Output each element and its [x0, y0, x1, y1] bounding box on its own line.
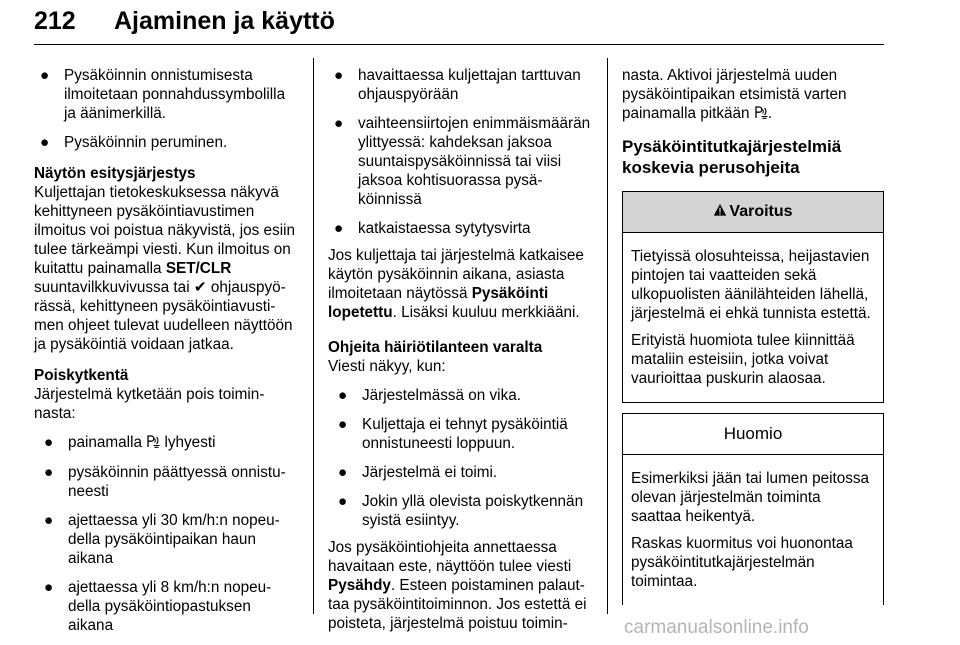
note-header: Huomio: [623, 414, 883, 455]
paragraph: Kuljettajan tietokeskuksessa näkyvä kehittyneen pysäköintiavustimen ilmoitus voi poistua näkyvistä, jos esiin tulee tärkeämpi viesti. Kun ilmoitus on kuitattu painamalla SET/CLR suuntavilkkuvivussa tai ✔ ohjauspyörässä, kehittyneen pysäköintiavustimen ohjeet tulevat uudelleen näyttöön ja pysäköintiä voidaan jatkaa.: [34, 184, 296, 353]
section-heading: Poiskytkentä: [34, 367, 129, 384]
list-item: ● Pysäköinnin onnistumisesta ilmoitetaan ponnahdussymbolilla ja äänimerkillä.: [40, 67, 286, 122]
paragraph: Raskas kuormitus voi huonontaa pysäköintitutkajärjestelmän toimintaa.: [631, 535, 853, 590]
paragraph: Erityistä huomiota tulee kiinnittää mataliin esteisiin, jotka voivat vaurioittaa puskurin alaosaa.: [631, 332, 855, 387]
list-item: ● ajettaessa yli 30 km/h:n nopeudella pysäköintipaikan haun aikana: [44, 512, 280, 567]
paragraph: Tietyissä olosuhteissa, heijastavien pintojen tai vaatteiden sekä ulkopuolisten äänilähteiden lähellä, järjestelmä ei ehkä tunnista estettä.: [631, 248, 871, 322]
note-box: [622, 413, 884, 605]
column-1: [34, 66, 296, 645]
list-item: ● havaittaessa kuljettajan tarttuvan ohjauspyörään: [334, 67, 581, 103]
page-header: [34, 4, 884, 45]
warning-triangle-icon: [713, 193, 727, 233]
paragraph: Järjestelmä kytketään pois toiminnasta:: [34, 386, 265, 422]
paragraph: Jos kuljettaja tai järjestelmä katkaisee käytön pysäköinnin aikana, asiasta ilmoitetaan näytössä Pysäköinti lopetettu. Lisäksi kuuluu merkkiääni.: [328, 247, 584, 321]
note-body: [623, 455, 883, 605]
bullet-list: [34, 433, 296, 635]
warning-body: [623, 233, 883, 402]
list-item: ● Järjestelmässä on vika.: [338, 387, 521, 404]
list-item: ● katkaistaessa sytytysvirta: [334, 220, 531, 237]
page-number: 212: [34, 7, 76, 35]
bullet-list: [328, 66, 592, 238]
checkmark-icon: ✔: [193, 279, 207, 296]
list-item: ● Jokin yllä olevista poiskytkennän syistä esiintyy.: [338, 493, 584, 529]
column-divider: [313, 58, 314, 614]
chapter-title: Ajaminen ja käyttö: [114, 7, 335, 35]
list-item: ● Pysäköinnin peruminen.: [40, 134, 228, 151]
column-3: [622, 66, 884, 615]
paragraph: Viesti näkyy, kun:: [328, 358, 446, 375]
paragraph: nasta. Aktivoi järjestelmä uuden pysäköintipaikan etsimistä varten painamalla pitkään .: [622, 67, 847, 122]
list-item: ● pysäköinnin päättyessä onnistuneesti: [44, 464, 286, 500]
list-item: ● painamalla lyhyesti: [44, 434, 216, 451]
section-heading: Näytön esitysjärjestys: [34, 165, 196, 182]
paragraph: Jos pysäköintiohjeita annettaessa havaitaan este, näyttöön tulee viesti Pysähdy. Esteen poistaminen palauttaa pysäköintitoiminnon. Jos estettä ei poisteta, järjestelmä poistuu toimin-: [328, 539, 587, 632]
list-item: ● ajettaessa yli 8 km/h:n nopeudella pysäköintiopastuksen aikana: [44, 579, 272, 634]
watermark: carmanualsonline.info: [624, 617, 809, 638]
section-heading: Ohjeita häiriötilanteen varalta: [328, 339, 543, 356]
column-2: [328, 66, 592, 643]
list-item: ● vaihteensiirtojen enimmäismäärän ylittyessä: kahdeksan jaksoa suuntaispysäköinnissä tai viisi jaksoa kohtisuorassa pysäköinnissä: [334, 115, 591, 208]
section-heading: Pysäköintitutkajärjestelmiä koskevia perusohjeita: [622, 137, 842, 177]
park-assist-icon: [754, 105, 768, 124]
list-item: ● Järjestelmä ei toimi.: [338, 464, 498, 481]
list-item: ● Kuljettaja ei tehnyt pysäköintiä onnistuneesti loppuun.: [338, 416, 568, 452]
warning-box: [622, 191, 884, 403]
bullet-list: [328, 386, 592, 530]
warning-header: Varoitus: [623, 192, 883, 233]
park-assist-icon: [146, 434, 160, 453]
bullet-list: [34, 66, 296, 152]
column-divider: [607, 58, 608, 614]
paragraph: Esimerkiksi jään tai lumen peitossa olevan järjestelmän toiminta saattaa heikentyä.: [631, 470, 870, 525]
